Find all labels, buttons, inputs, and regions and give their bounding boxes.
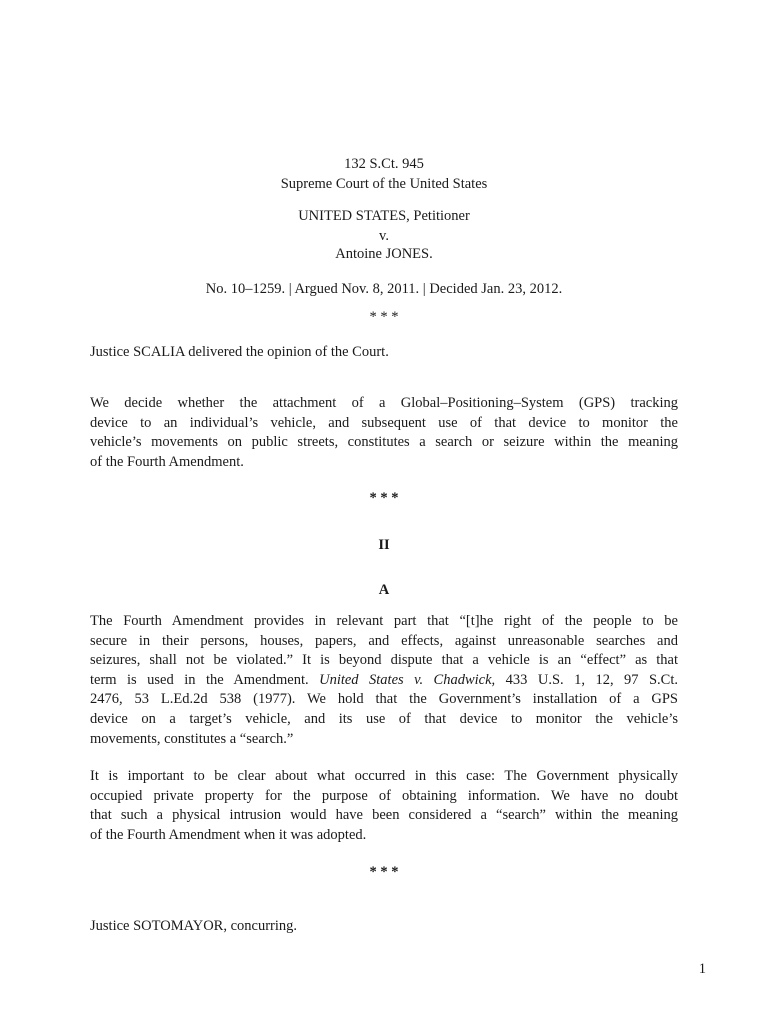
- citation-reporter: 433 U.S. 1, 12, 97 S.Ct.: [495, 671, 678, 688]
- intro-line: vehicle’s movements on public streets, constitutes a search or seizure within the meaning: [90, 434, 678, 451]
- intro-line: of the Fourth Amendment.: [90, 453, 244, 470]
- separator-3: * * *: [369, 864, 399, 880]
- court-name: Supreme Court of the United States: [280, 176, 488, 192]
- paragraph-line: movements, constitutes a “search.”: [90, 730, 294, 747]
- opinion-author-line: Justice SCALIA delivered the opinion of the Court.: [90, 344, 389, 360]
- paragraph-line: secure in their persons, houses, papers, and effects, against unreasonable searches and: [90, 632, 678, 649]
- citation: 132 S.Ct. 945: [344, 156, 424, 172]
- paragraph-line: seizures, shall not be violated.” It is beyond dispute that a vehicle is an “effect” as that: [90, 652, 678, 669]
- paragraph-line-citation: [90, 671, 678, 691]
- paragraph-line: occupied private property for the purpose of obtaining information. We have no doubt: [90, 787, 678, 804]
- concurrence-author-line: Justice SOTOMAYOR, concurring.: [90, 918, 298, 934]
- page-number: 1: [698, 961, 706, 977]
- intro-paragraph: [90, 394, 678, 472]
- separator-1: * * *: [369, 309, 399, 325]
- subsection-heading: A: [378, 582, 390, 598]
- docket-line: No. 10–1259. | Argued Nov. 8, 2011. | Decided Jan. 23, 2012.: [205, 281, 563, 297]
- paragraph-line: 2476, 53 L.Ed.2d 538 (1977). We hold that the Government’s installation of a GPS: [90, 691, 678, 708]
- separator-2: * * *: [369, 490, 399, 506]
- case-name: United States v. Chadwick,: [319, 671, 496, 688]
- section-heading: II: [378, 537, 390, 553]
- paragraph-line: that such a physical intrusion would have been considered a “search” within the meaning: [90, 807, 678, 824]
- fourth-amendment-paragraph: [90, 612, 678, 749]
- intro-line: device to an individual’s vehicle, and subsequent use of that device to monitor the: [90, 414, 678, 431]
- paragraph-line: It is important to be clear about what occurred in this case: The Government physically: [90, 768, 678, 784]
- paragraph-line: device on a target’s vehicle, and its use of that device to monitor the vehicle’s: [90, 710, 678, 727]
- paragraph-line: of the Fourth Amendment when it was adopted.: [90, 826, 367, 843]
- respondent: Antoine JONES.: [335, 246, 433, 262]
- intro-line: We decide whether the attachment of a Global–Positioning–System (GPS) tracking: [90, 395, 678, 411]
- citation-lead-text: term is used in the Amendment.: [90, 671, 320, 688]
- physical-intrusion-paragraph: [90, 767, 678, 845]
- paragraph-line: The Fourth Amendment provides in relevant part that “[t]he right of the people to be: [90, 613, 678, 629]
- versus: v.: [379, 228, 389, 244]
- petitioner: UNITED STATES, Petitioner: [298, 208, 470, 224]
